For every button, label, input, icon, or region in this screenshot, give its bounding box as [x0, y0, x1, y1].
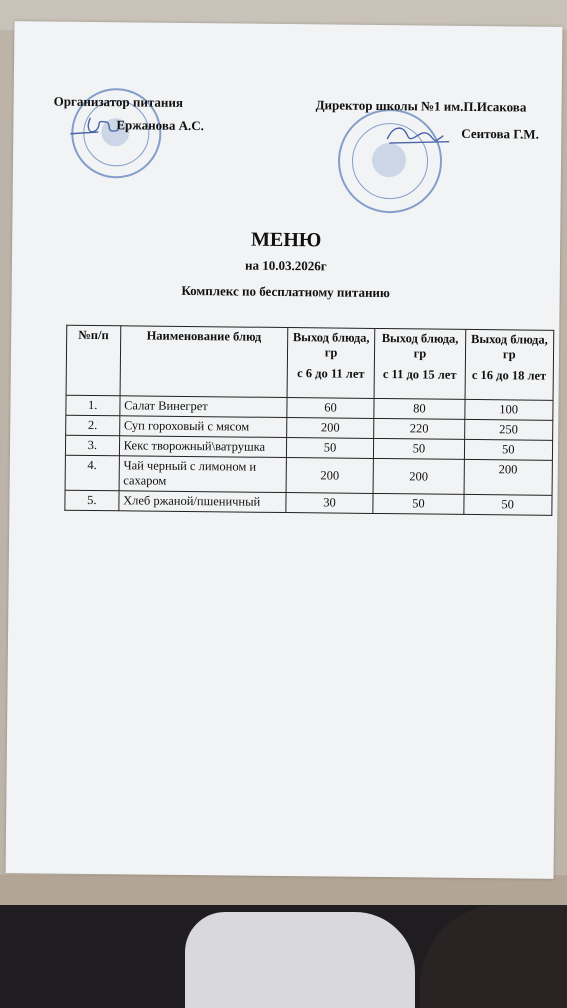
dish-name: Кекс творожный\ватрушка: [119, 436, 286, 458]
row-number: 1.: [66, 395, 120, 416]
portion-16-18: 50: [464, 439, 553, 460]
header-col2-age: с 11 до 15 лет: [382, 367, 457, 382]
portion-6-11: 60: [287, 398, 375, 419]
header-dish: Наименование блюд: [120, 326, 288, 398]
portion-6-11: 30: [286, 493, 374, 514]
dish-name: Суп гороховый с мясом: [119, 416, 286, 438]
portion-11-15: 220: [374, 418, 464, 439]
row-number: 5.: [65, 490, 119, 511]
portion-11-15: 80: [374, 398, 464, 419]
right-signatory-title: Директор школы №1 им.П.Исакова: [315, 97, 527, 115]
table-row: [65, 455, 552, 495]
dish-name: Чай черный с лимоном и сахаром: [119, 456, 286, 493]
header-col1-title: Выход блюда, гр: [292, 330, 370, 360]
right-signature: [383, 121, 453, 152]
dish-name: Салат Винегрет: [120, 396, 287, 418]
header-col3-age: с 16 до 18 лет: [471, 367, 547, 383]
portion-6-11: 200: [286, 458, 374, 494]
right-signatory-name: Сеитова Г.М.: [461, 125, 539, 142]
menu-title: МЕНЮ: [250, 228, 322, 252]
left-signatory-name: Ержанова А.С.: [116, 117, 205, 134]
menu-subtitle: Комплекс по бесплатному питанию: [181, 282, 390, 301]
row-number: 3.: [65, 435, 119, 456]
portion-16-18: 50: [463, 494, 552, 515]
portion-16-18: 250: [464, 419, 553, 440]
header-col3-title: Выход блюда, гр: [471, 331, 548, 362]
header-col2: [374, 328, 465, 399]
portion-6-11: 50: [286, 438, 374, 459]
portion-11-15: 50: [373, 493, 463, 514]
portion-11-15: 200: [373, 458, 464, 494]
header-col1: [287, 328, 375, 399]
portion-16-18: 200: [464, 459, 553, 495]
portion-6-11: 200: [286, 418, 374, 439]
row-number: 2.: [66, 415, 120, 436]
menu-date: на 10.03.2026г: [245, 257, 327, 274]
table-row: [65, 490, 552, 515]
menu-table: [64, 325, 554, 516]
header-num: №п/п: [66, 325, 120, 396]
row-number: 4.: [65, 455, 119, 491]
portion-16-18: 100: [464, 399, 553, 420]
left-signatory-title: Организатор питания: [53, 93, 184, 110]
menu-document: [6, 21, 563, 879]
header-col2-title: Выход блюда, гр: [381, 331, 459, 361]
header-col3: [465, 329, 554, 400]
dish-name: Хлеб ржаной/пшеничный: [119, 491, 286, 513]
header-col1-age: с 6 до 11 лет: [297, 366, 365, 381]
table-header-row: [66, 325, 554, 400]
shoe-light: [185, 912, 415, 1008]
portion-11-15: 50: [374, 438, 464, 459]
